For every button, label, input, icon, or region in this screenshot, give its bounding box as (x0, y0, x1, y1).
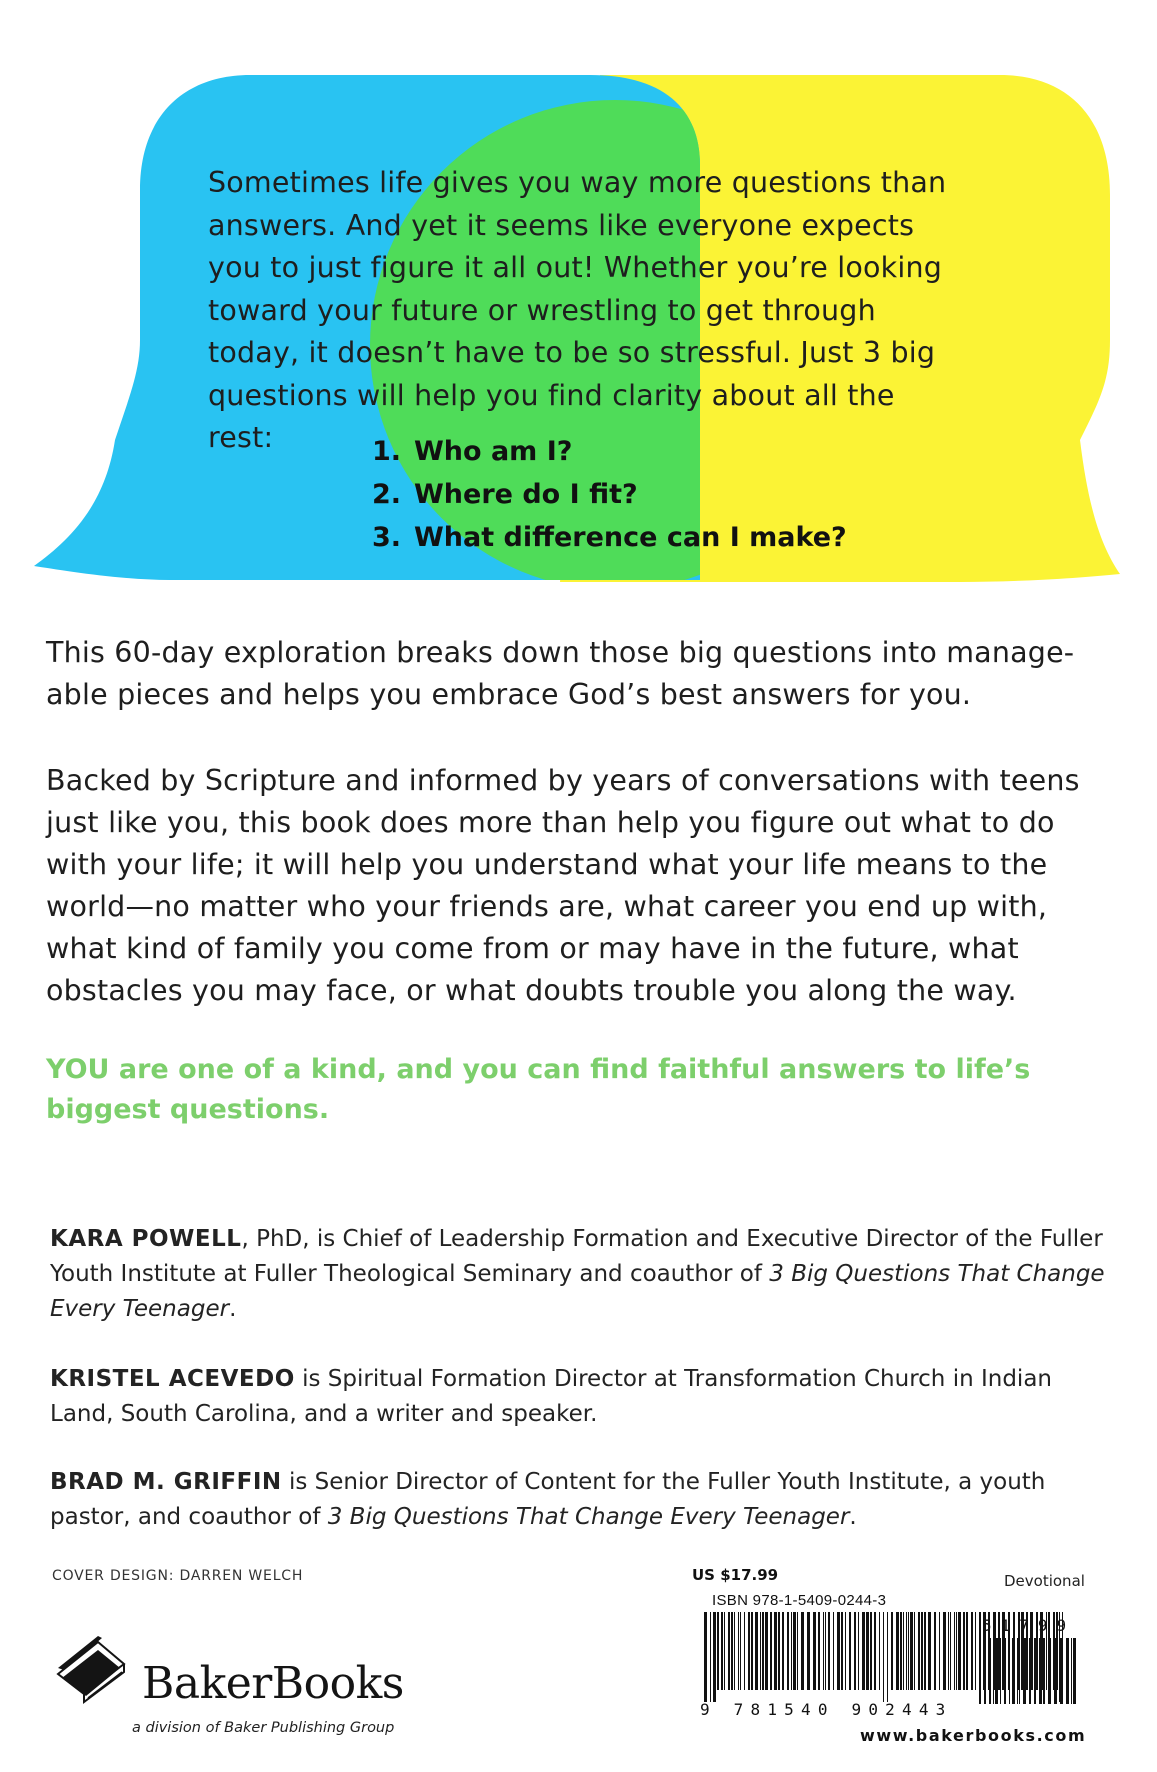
tagline: YOU are one of a kind, and you can find faithful answers to life’s biggest questions. (46, 1054, 1031, 1125)
author-bio (50, 1222, 1110, 1327)
bio-text: is Spiritual Formation Director at Transformation Church in Indian Land, South Carolina, and a writer and speaker. (50, 1366, 1052, 1427)
big-questions-list (372, 430, 847, 559)
question-item (372, 473, 847, 516)
book-title: 3 Big Questions That Change Every Teenager (50, 1261, 1105, 1322)
genre-label: Devotional (1004, 1572, 1085, 1590)
price-addon-digits: 51799 (982, 1616, 1076, 1635)
author-name: KARA POWELL (50, 1226, 242, 1252)
question-number: 1. (372, 436, 402, 467)
publisher-subtitle: a division of Baker Publishing Group (132, 1720, 395, 1736)
bio-end: . (849, 1504, 857, 1530)
author-bio (50, 1362, 1110, 1432)
publisher-logo (54, 1628, 434, 1748)
question-item (372, 516, 847, 559)
question-text: What difference can I make? (414, 522, 847, 553)
isbn: ISBN 978-1-5409-0244-3 (712, 1592, 887, 1609)
bubble-intro-text: Sometimes life gives you way more questions than answers. And yet it seems like everyone expects you to just figure it all out! Whether you’re looking toward your future or wrestling to get through today, it doesn’t have to be so stressful. Just 3 big questions will help you find clarity about all the rest: (208, 166, 947, 454)
publisher-name: BakerBooks (142, 1658, 404, 1709)
question-number: 3. (372, 522, 402, 553)
price: US $17.99 (692, 1566, 779, 1584)
cover-design-credit: COVER DESIGN: DARREN WELCH (52, 1568, 304, 1584)
bio-end: . (229, 1296, 237, 1322)
barcode-digits: 9 781540 902443 (700, 1700, 953, 1719)
question-text: Who am I? (414, 436, 573, 467)
publisher-website: www.bakerbooks.com (860, 1726, 1087, 1745)
open-book-logo-icon (54, 1628, 144, 1708)
description-paragraph: Backed by Scripture and informed by years of conversations with teens just like you, this book does more than help you figure out what to do with your life; it will help you understand what your life means to the world—no matter who your friends are, what career you end up with, what kind of family you come from or may have in the future, what obstacles you may face, or what doubts trouble you along the way. (46, 764, 1080, 1007)
price-addon-barcode (975, 1638, 1087, 1716)
question-number: 2. (372, 479, 402, 510)
question-item (372, 430, 847, 473)
author-name: BRAD M. GRIFFIN (50, 1469, 282, 1495)
author-name: KRISTEL ACEVEDO (50, 1366, 295, 1392)
question-text: Where do I fit? (414, 479, 638, 510)
bio-text: , PhD, is Chief of Leadership Formation and Executive Director of the Fuller Youth Institute at Fuller Theological Seminary and coauthor of (50, 1226, 1103, 1287)
bio-text: is Senior Director of Content for the Fuller Youth Institute, a youth pastor, and coauthor of (50, 1469, 1046, 1530)
description-paragraph: This 60-day exploration breaks down those big questions into manage-able pieces and helps you embrace God’s best answers for you. (46, 636, 1075, 711)
book-title: 3 Big Questions That Change Every Teenager (327, 1504, 850, 1530)
author-bio (50, 1465, 1110, 1535)
